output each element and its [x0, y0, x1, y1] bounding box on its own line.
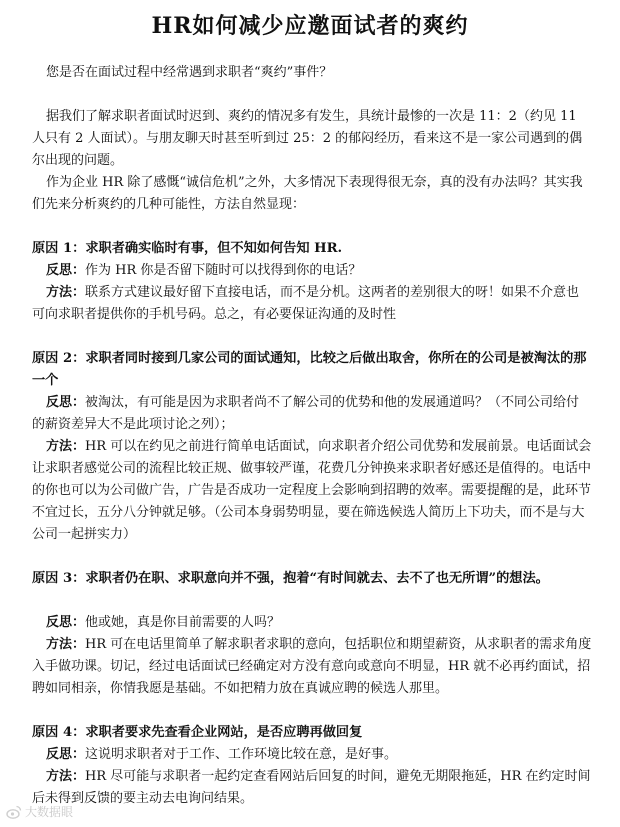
section-4-reflect-text: 这说明求职者对于工作、工作环境比较在意，是好事。	[85, 747, 398, 762]
section-4-method-label: 方法：	[46, 769, 86, 784]
watermark-text: 大数据眼	[25, 805, 74, 819]
section-2-heading: 原因 2：求职者同时接到几家公司的面试通知，比较之后做出取舍，你所在的公司是被淘汰的那一个	[32, 351, 587, 388]
section-3-method-label: 方法：	[46, 637, 86, 652]
section-2-reflect-text: 被淘汰，有可能是因为求职者尚不了解公司的优势和他的发展通道吗？（不同公司给付的薪资差异大不是此项讨论之列）；	[32, 395, 580, 432]
section-3-reflect-text: 他或她，真是你目前需要的人吗？	[85, 615, 281, 630]
intro-question: 您是否在面试过程中经常遇到求职者“爽约”事件？	[46, 65, 333, 80]
section-4-method-text: HR 尽可能与求职者一起约定查看网站后回复的时间，避免无期限拖延，HR 在约定时间后未得到反馈的要主动去电询问结果。	[32, 769, 591, 806]
section-3-reflect-label: 反思：	[46, 615, 86, 630]
section-1-reflect-label: 反思：	[46, 263, 86, 278]
section-1-heading: 原因 1：求职者确实临时有事，但不知如何告知 HR.	[32, 241, 343, 256]
section-4-reflect-label: 反思：	[46, 747, 86, 762]
section-1-reflect-text: 作为 HR 你是否留下随时可以找得到你的电话？	[85, 263, 362, 278]
section-1-method-text: 联系方式建议最好留下直接电话，而不是分机。这两者的差别很大的呀！如果不介意也可向求职者提供你的手机号码。总之，有必要保证沟通的及时性	[32, 285, 580, 322]
section-2-method-label: 方法：	[46, 439, 86, 454]
intro-paragraph-2: 作为企业 HR 除了感慨“诚信危机”之外，大多情况下表现得很无奈，真的没有办法吗？其实我们先来分析爽约的几种可能性，方法自然显现：	[32, 175, 583, 212]
section-4-method	[32, 766, 592, 810]
section-3-method	[32, 634, 592, 700]
section-1-method-label: 方法：	[46, 285, 86, 300]
watermark	[6, 803, 73, 820]
section-1-reflect	[32, 260, 592, 282]
section-2-reflect-label: 反思：	[46, 395, 86, 410]
section-2-method-text: HR 可以在约见之前进行简单电话面试，向求职者介绍公司优势和发展前景。电话面试会让求职者感觉公司的流程比较正规、做事较严谨，花费几分钟换来求职者好感还是值得的。电话中的你也可以为公司做广告，广告是否成功一定程度上会影响到招聘的效率。需要提醒的是，此环节不宜过长，五分八分钟就足够。（公司本身弱势明显，要在筛选候选人简历上下功夫，而不是与大公司一起拼实力）	[32, 439, 592, 542]
section-3-method-text: HR 可在电话里简单了解求职者求职的意向，包括职位和期望薪资，从求职者的需求角度入手做功课。切记，经过电话面试已经确定对方没有意向或意向不明显，HR 就不必再约面试，招聘如同相亲，你情我愿是基础。不如把精力放在真诚应聘的候选人那里。	[32, 637, 592, 696]
section-3-heading: 原因 3：求职者仍在职、求职意向并不强，抱着“有时间就去、去不了也无所谓”的想法。	[32, 571, 549, 586]
document-title: HR如何减少应邀面试者的爽约	[151, 13, 469, 39]
weibo-logo-icon	[6, 804, 22, 820]
section-1-method	[32, 282, 592, 326]
section-2-method	[32, 436, 592, 546]
section-4-heading: 原因 4：求职者要求先查看企业网站，是否应聘再做回复	[32, 725, 363, 740]
section-4-reflect	[32, 744, 592, 766]
section-3-reflect	[32, 612, 592, 634]
section-2-reflect	[32, 392, 592, 436]
intro-paragraph-1: 据我们了解求职者面试时迟到、爽约的情况多有发生，具统计最惨的一次是 11：2（约见 11 人只有 2 人面试）。与朋友聊天时甚至听到过 25：2 的郁闷经历，看来这不是一家公司遇到的偶尔出现的问题。	[32, 109, 583, 168]
